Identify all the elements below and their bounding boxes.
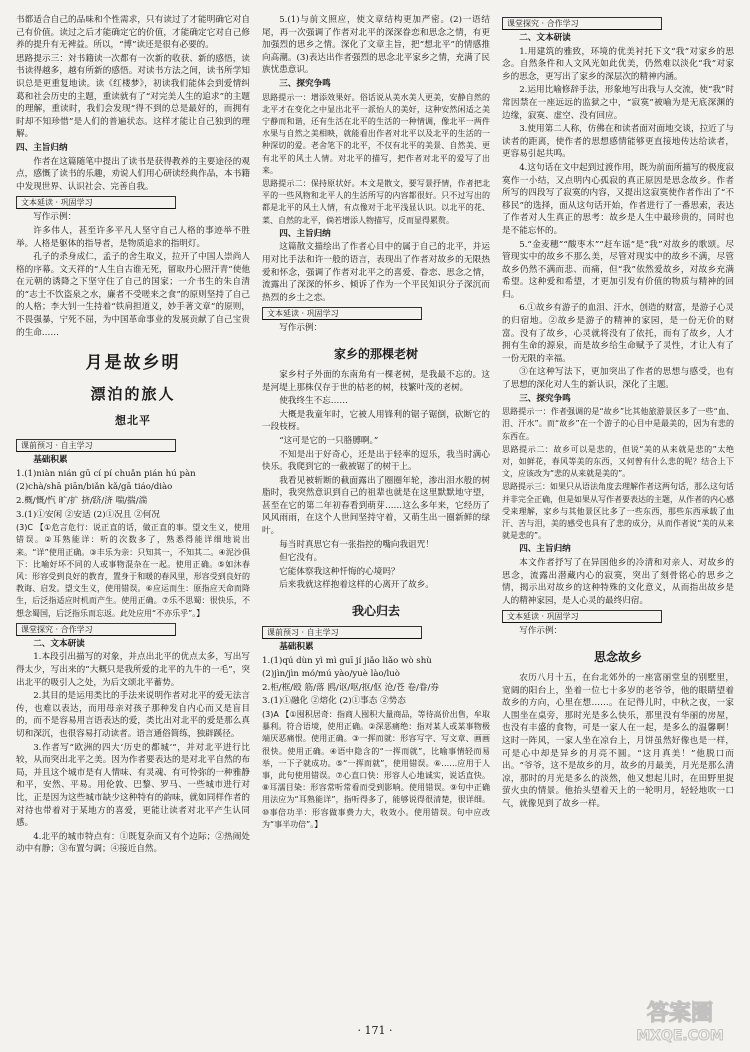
subheading [16,454,250,467]
paragraph: 思路提示一：增添效果好。俗话说从美水美人更美，安静自然的北平才在变化之中显出北平一派怡人的美好，这种安然闲适之美宁静而和谐，还有生活在北平的生活的一种情调，像北平一两件水果与自然之美相映，就能看出作者对北平以及北平的生活的一种深切的爱。老舍笔下的北平，不仅有北平的美景、自然美、更有北平的风土人情。对北平的描写，把作者对北平的爱写了出来。 [262,92,490,175]
column-right [502,14,734,812]
paragraph: 使我终生不忘…… [279,396,348,407]
paragraph: 2.柜/框/殴 筋/落 鸥/讴/呕/抠/伛 沧/苍 卷/眷/券 [262,682,439,693]
paragraph: 思路提示三：対书籍读一次都有一次新的收获、新的感悟，读书读得越多，越有所新的感悟。对读书方法之间，读书所学知识总是更重复地读。读《红楼梦》，初读我们能体会到爱情纠葛和社会历史的主题，重读就有了“对完美人生的追求”的主题的理解，重读时，我们会发现“得不到的总是最好的，而拥有时却不知珍惜”是人们的普遍状态。这样才能让自己独到的理解。 [16,53,250,140]
paragraph: 3.作者写“欧洲的四大‘历史的都城’”，并对北平进行比较，从而突出北平之美。因为作者要表达的是对北平自然的布局，并且这个城市是有人情味、有灵魂、有可怜弥的一种雅静和平，安然、平易。用伦敦、巴黎、罗马、一些城市进行对比，正是因为这些城市缺少这种特有的韵味，就如同样作者的对待也带着对于某地方的喜爱，更能让读者对北平产生认同感。 [16,742,250,829]
paragraph: 家乡村子外面的东南角有一棵老树，是我最不忘的。这是河堤上那株仅存于世的枯老的树，枝繁叶茂的老树。 [262,369,490,393]
subheading [502,393,734,406]
column-left [16,14,250,857]
paragraph: 思路提示三：如果只从语法角度去理解作者这两句话，那么这句话并非完全正确，但是如果从写作者要表达的主题，从作者的内心感受来理解，家乡与其他景区比多了一些东西，那些东西承载了血汗、苦与泪，美的感受也具有了悲的成分，从而作者说“美的从来就是悲的”。 [502,482,734,541]
paragraph: 1.(1)qú dùn yì mì guī jí jiǎo liǎo wò shù [262,655,432,666]
paragraph: 2.运用比喻修辞手法，形象地写出我与人交流，使“我”时常因禁在一座远远的监狱之中，“寂寞”被喻为是无底深渊的边缘，寂寞、虚空、没有回应。 [502,85,734,121]
page-number: · 171 · [357,1024,393,1037]
paragraph: 思路提示二：保持原状好。本文是散文，要写景抒情，作者把北平的一些风物和北平人的生活所写的内容都很好。只不过写出的都是北平的风土人情，有点像对于北平浅显认识。以北平的花、菜、自然的北平，倘若增添人物描写，反而显得累赘。 [262,178,490,225]
paragraph: 不知是出于好奇心，还是出于轻率的逗乐，我当时满心快乐。我爬到它的一截被锯了的树干上。 [262,449,490,473]
paragraph: “这可是它的一只胳膊啊。” [279,435,379,446]
paragraph: 这篇散文描绘出了作者心目中的属于自己的北平，并运用对比手法和许一般的语言，表现出了作者对故乡的无限热爱和怀念，强调了作者对北平之的喜爱、眷恋、思念之情，流露出了深深的怀乡、倾诉了作为一个平民知识分子深沉而热烈的乡土之恋。 [262,242,490,303]
paragraph: 4.北平的城市特点有：①既复杂而又有个边际；②热闹处动中有静；③布置匀调；④接近自然。 [16,831,250,855]
paragraph: 它能体察我这种忏悔的心境吗？ [279,566,400,577]
paragraph: (2)chà/shā piān/biǎn kǎ/gā tiáo/diào [16,482,173,493]
lesson-title: 想北平 [115,414,151,428]
section-banner: 文本延读 · 巩固学习 [16,196,176,209]
paragraph: 1.用建筑的雅致，环境的优美衬托下文“我”对家乡的思念。自然条件和人文风光如此优美，仍然难以淡化“我”对家乡的思念，更写出了家乡的深层次的精神内涵。 [502,46,734,82]
unit-title: 月是故乡明 [85,353,181,374]
paragraph: 写作示例： [519,626,563,637]
paragraph: 4.这句话在文中起到过渡作用，既为前面所描写的极度寂寞作一小结，又点明内心孤寂的真正原因是思念故乡。作者所写的四段写了寂寞的内容，又提出这寂寞使作者作出了“不移民”的选择，面从这句话开始，作者进行了一番思索，表达了作者对人生真正的思考：故乡是人生中最珍贵的，同时也是不能忘怀的。 [502,162,734,236]
paragraph: 3.(1)①融化 ②熔化 (2)①事态 ②势态 [262,696,406,707]
subheading-text: 四、主旨归纳 [279,228,331,239]
subheading [502,32,734,45]
paragraph: 本文作者抒写了在异国他乡的冷清和对亲人、对故乡的思念，流露出潜藏内心的寂寞，突出了刻骨铭心的思乡之情，揭示出对故乡的这种特殊的文化意义，从而指出故乡是人的精神家园，是人心灵的最终归宿。 [502,558,734,606]
paragraph: 许多伟人，甚至许多平凡人坚守自己人格的事迹举不胜举。人格是躯体的指导者，是物质追求的指明灯。 [16,225,250,249]
paragraph: 写作示例： [33,212,77,223]
paragraph: 后来我就这样抱着这样的心离开了故乡。 [279,580,434,591]
paragraph: 3.(1)①安闲 ②安适 (2)①况且 ②何况 [16,509,160,520]
subheading [262,641,490,654]
subheading-text: 三、探究争鸣 [519,393,571,404]
subheading [262,78,490,91]
paragraph: 思路提示一：作者强调的是“故乡”比其他旅游景区多了一些“血、泪、汗水”。而“故乡”在一个游子的心目中是最美的，因为有悲的东西在。 [502,407,734,441]
paragraph: 5.(1)与前文照应，使文章结构更加严密。(2)一语结尾，再一次强调了作者对北平的深深眷恋和思念之情，有更加强烈的思乡之情。深化了文章主旨，把“想北平”的情感推向高潮。(3)表达出作者强烈的思念北平家乡之情，充满了民族忧患意识。 [262,15,490,76]
section-banner: 课堂探究 · 合作学习 [16,623,176,636]
paragraph: 作者在这篇随笔中提出了读书是获得教养的主要途径的观点，感慨了读书的乐趣，劝说人们用心研读经典作品，本书籍中发现世界、认识社会、完善自我。 [16,156,250,192]
section-banner: 课前预习 · 自主学习 [262,626,422,639]
paragraph: 每当时真思它有一张指控的嘴向我诅咒！ [279,539,434,550]
paragraph: 写作示例： [279,323,323,334]
section-banner: 课前预习 · 自主学习 [16,439,176,452]
paragraph: (3)C 【①危言危行：说正直的话，做正直的事。望文生义，使用错误。②耳熟能详：听的次数多了，熟悉得能详细地说出来。“详”使用正确。③丰乐为亲：只知其一，不知其二。④泥沙俱下：比喻好坏不同的人或事物混杂在一起。使用正确。⑤如沐春风：形容受到良好的教育，置身于和暖的春风里，形容受到良好的教诲、启发。望文生义，使用错误。⑥应运而生：原指应天命而降生，后泛指适应时机而产生。使用正确。⑦乐不思蜀：很快乐，不想念蜀国，后泛指乐而忘返。此处应用“不亦乐乎”。】 [16,523,250,618]
section-banner: 文本延读 · 巩固学习 [502,610,662,623]
paragraph: (2)jìn/jìn mó/mú yào/yuè lào/luò [262,669,400,680]
subheading-text: 四、主旨归纳 [519,544,571,555]
paragraph: 但它没有。 [279,553,323,564]
column-middle [262,14,490,832]
subheading-text: 基础积累 [33,455,68,466]
subheading-text: 四、主旨归纳 [16,142,68,153]
essay-title: 家乡的那棵老树 [333,346,418,361]
paragraph: 农历八月十五，在台北郊外的一座富丽堂皇的别墅里，宽阔的阳台上，坐着一位七十多岁的老爷爷，他的眼睛望着故乡的方向，心里在想……。在记得儿时，中秋之夜，一家人围坐在桌旁，那时光是多么快乐，那里没有华丽的房屋，也没有丰盛的食物，可是一家人在一起，是多么的温馨啊！这时一阵风，一家人坐在凉台上，月饼虽然好像也是一样，可是心中却是异乡的月亮不圆。“这月真美！”他脱口而出。“爷爷，这不是故乡的月，故乡的月最美，月光是那么清凉，那时的月光是多么的淡然，他又想起儿时，在田野里捉萤火虫的情景。他抬头望着天上的一轮明月，轻轻地吹一口气，就像见到了故乡一样。 [502,673,734,809]
paragraph: 书都适合自己的品味和个性需求，只有读过了才能明确它对自己有价值。读过之后才能确定它的价值，才能确定它对自己修养的提升有无裨益。所以，“博”读还是很有必要的。 [16,15,250,51]
paragraph: 1.(1)niàn nián gū cí pí chuǎn pián hú pàn [16,468,196,479]
subheading [502,543,734,556]
subheading [16,638,250,651]
paragraph: ③在这种写法下，更加突出了作者的思想与感受，也有了思想的深化对人生的新认识，深化了主题。 [502,367,734,391]
paragraph: 5.“金麦穗”“酸枣木”“赶车谣”是“我”对故乡的歌颂。尽管现实中的故乡不那么美，尽管对现实中的故乡不满，尽管故乡仍然不满而悲、而痛，但“我”依然爱故乡，对故乡充满希望。这种爱和希望，才更加引发有价值的物质与精神的回归。 [502,239,734,300]
essay-title: 思念故乡 [593,650,642,665]
paragraph: 6.①故乡有游子的血泪、汗水，创造的财富，是游子心灵的归宿地。②故乡是游子的精神的家园，是一份无价的财富。没有了故乡，心灵就将没有了依托，而有了故乡，人才拥有生命的源泉，而是故乡给生命赋予了灵性，才让人有了一份无限的幸福。 [502,303,734,364]
watermark-text-en: MXQE.COM [636,1028,724,1044]
essay-title: 我心归去 [351,604,400,619]
paragraph: 3.使用第二人称，仿佛在和读者面对面地交谈，拉近了与读者的距离，使作者的思想感情能够更直接地传达给读者，更容易引起共鸣。 [502,124,734,160]
subheading [16,142,250,155]
paragraph: 我看见被斩断的截面露出了圈圈年轮，渗出泪水般的树脂时，我突然意识到自己的祖辈也就是在这里默默地守望，甚至在它的第二年初春看到萌芽……这么多年来，它经历了风风雨雨，在这个人世间坚持守着，又萌生出一圈新鲜的绿叶。 [262,475,490,537]
subheading [262,228,490,241]
paragraph: 2.其目的是运用类比的手法来说明作者对北平的爱无法言传，也难以表达，而用母亲对孩子那种发自内心而又是盲目的，而不是容易用言语表达的爱，类比出对北平的爱是那么真切和深沉，也很容易打动读者。语言通俗简练，独辟蹊径。 [16,691,250,739]
paragraph: 2.概/慨/忾 旷/扩 挤/跻/济 喘/揣/湍 [16,496,148,507]
watermark-logo [618,994,742,1046]
subheading-text: 二、文本研读 [519,33,571,43]
subheading-text: 二、文本研读 [33,638,85,649]
paragraph: 大概是我童年时，它被人用锋利的锯子锯倒，砍断它的一段枝枒。 [262,409,490,433]
section-banner: 课堂探究 · 合作学习 [502,17,662,30]
watermark-text-cn: 答案圈 [646,1001,714,1026]
section-banner: 文本延读 · 巩固学习 [262,307,422,320]
paragraph: 孔子的杀身成仁，孟子的舍生取义，拉开了中国人崇尚人格的序幕。文天祥的“人生自古谁无死，留取丹心照汗青”使他在元朝的诱降之下坚守住了自己的国家；一介书生的朱自清的“志士不饮盗泉之水，廉者不受嗟来之食”的原则坚持了自己的人格；李大钊一生持着“铁肩担道义，妙手著文章”的原则，不畏强暴，宁死不屈，为中国革命事业的发展贡献了自己宝贵的生命…… [16,252,250,338]
paragraph: 思路提示二：故乡可以是悲的，但说“美的从来就是悲的”太绝对，如鲜花，春风等美的东西，又何曾有什么悲的呢？结合上下文，应该改为“悲的从来就是美的”。 [502,444,734,479]
subheading-text: 三、探究争鸣 [279,78,331,89]
paragraph: 1.本段引出描写的对象，并点出北平的优点太多，写出写得太少，写出来的“大概只是我所爱的北平的九牛的一毛”，突出北平的吸引人之处，为后文颂北平蓄势。 [16,652,250,688]
section-title: 漂泊的旅人 [90,385,176,404]
paragraph: (3)A 【①囤积居奇：指商人囤积大量商品，等待高价出售，牟取暴利。符合语境，使用正确。②深恶痛绝：指对某人或某事物极端厌恶痛恨。使用正确。③一挥而就：形容写字、写文章、画画很快。使用正确。④语中隐含的“一挥而就”，比喻事情轻而易举，一下子就成功。⑤“一挥而就”，使用错误。⑥……应用于人事，此句使用错误。⑦心直口快：形容人心地诚实，说话直快。⑧耳濡目染：形容常听常看而受到影响。使用错误。⑨句中正确用法应为“耳熟能详”，指听得多了，能够说得很清楚，很详细。⑩事倍功半：形容做事费力大，收效小。使用错误。句中应改为“事半功倍”。】 [262,710,490,829]
subheading-text: 基础积累 [279,642,314,653]
